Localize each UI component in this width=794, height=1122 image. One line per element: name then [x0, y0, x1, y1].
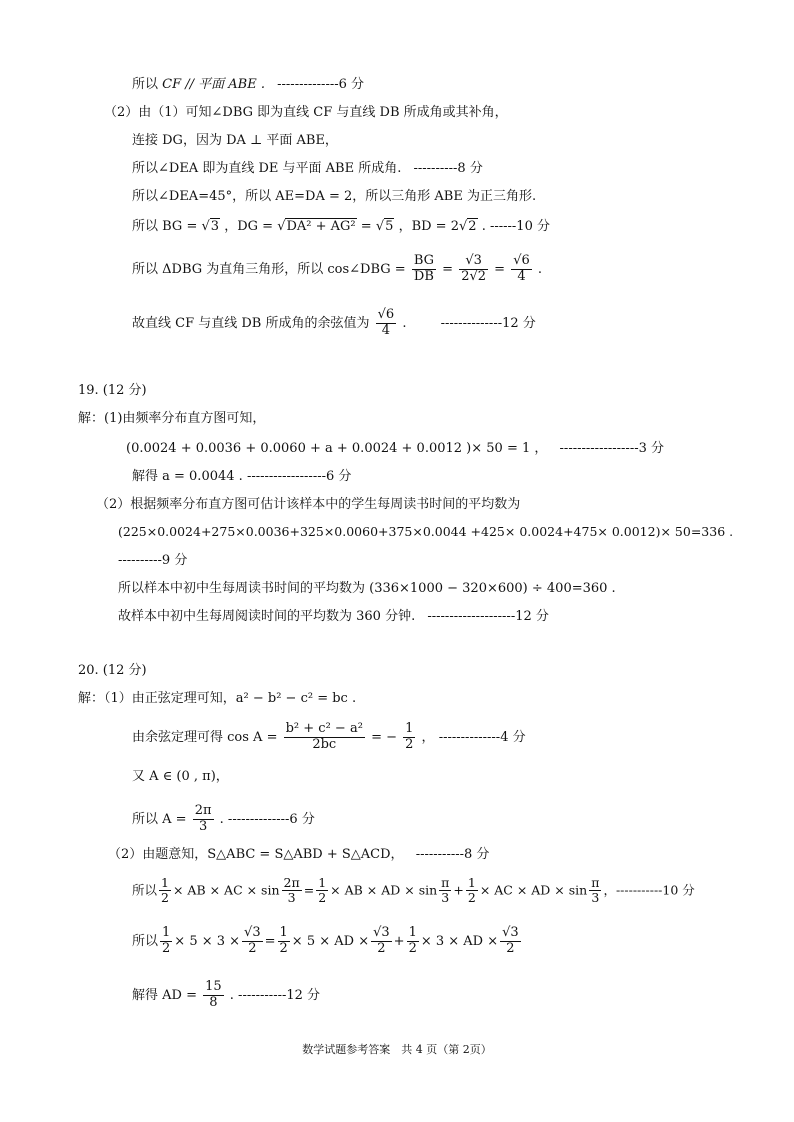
q18-line-4: 所以∠DEA 即为直线 DE 与平面 ABE 所成角. ----------8 分 [132, 161, 483, 176]
fraction: $\frac{1}{2}$ [408, 925, 417, 956]
q19-title: 19. (12 分) [78, 383, 147, 398]
q20-line-8: 解得 AD = $\frac{15}{8}$ . -----------12 分 [132, 979, 321, 1010]
score-marker: ，-----------10 分 [603, 882, 695, 898]
score-marker: --------------6 分 [277, 77, 365, 92]
fraction: $\frac{\pi}{3}$ [441, 875, 450, 906]
score-marker: --------------------12 分 [427, 609, 549, 624]
score-marker: ----------8 分 [413, 161, 483, 176]
fraction: $\frac{1}{2}$ [467, 875, 476, 906]
fraction: $\frac{√3}{2}$ [373, 925, 390, 956]
score-marker: . ------10 分 [481, 219, 550, 234]
fraction: $\frac{\pi}{3}$ [591, 875, 600, 906]
fraction: $\frac{√6}{4}$ [513, 253, 530, 284]
fraction: $\frac{1}{2}$ [161, 875, 169, 906]
q20-line-2: 由余弦定理可得 cos A = $\frac{\text{b² + c² − a²}}{2bc}$ = − $\frac{1}{2}$ ， --------------4 分 [132, 721, 526, 752]
fraction: $\frac{2\pi}{3}$ [194, 803, 212, 834]
q19-line-3: 解得 a = 0.0044 . ------------------6 分 [132, 469, 352, 484]
fraction: $\frac{√6}{4}$ [377, 307, 395, 338]
score-marker: ----------9 分 [118, 553, 188, 568]
score-marker: --------------12 分 [440, 315, 536, 331]
score-marker: -----------8 分 [415, 847, 490, 862]
q18-line-8: 故直线 CF 与直线 DB 所成角的余弦值为 $\frac{√6}{4}$ . --------------12 分 [132, 307, 536, 338]
q20-line-5: （2）由题意知，S△ABC = S△ABD + S△ACD， -----------8 分 [108, 847, 490, 862]
q20-line-1: 解：（1）由正弦定理可知，a² − b² − c² = bc . [78, 691, 357, 706]
q19-line-7: 所以样本中初中生每周读书时间的平均数为 (336×1000 − 320×600) ÷ 400=360 . [118, 581, 616, 596]
q18-line-6: 所以 BG = √3 ，DG = √DA² + AG² = √5 ，BD = 2√2 . ------10 分 [132, 219, 550, 234]
q18-line-7: 所以 ΔDBG 为直角三角形，所以 cos∠DBG = $\frac{BG}{DB}$ = $\frac{√3}{2√2}$ = $\frac{√6}{4}$ . [132, 253, 543, 284]
fraction: $\frac{√3}{2√2}$ [461, 253, 487, 284]
score-marker: ------------------6 分 [246, 469, 352, 484]
q20-line-3: 又 A ∈ (0 , π)， [132, 769, 229, 784]
fraction: $\frac{15}{8}$ [205, 979, 222, 1010]
score-marker: --------------4 分 [438, 729, 526, 745]
q18-line-2: （2）由（1）可知∠DBG 即为直线 CF 与直线 DB 所成角或其补角， [104, 105, 508, 120]
fraction: $\frac{1}{2}$ [162, 925, 171, 956]
q20-line-4: 所以 A = $\frac{2\pi}{3}$ . --------------6 分 [132, 803, 315, 834]
fraction: $\frac{√3}{2}$ [244, 925, 261, 956]
fraction: $\frac{1}{2}$ [318, 875, 327, 906]
fraction: $\frac{BG}{DB}$ [413, 253, 435, 284]
q20-title: 20. (12 分) [78, 663, 147, 678]
q20-line-6: 所以 $\frac{1}{2}$ × AB × AC × sin $\frac{2\pi}{3}$ = $\frac{1}{2}$ × AB × AD × sin $\frac{\pi}{3}$ + $\frac{1}{2}$ × AC × AD × sin $\frac{\pi}{3}$ ，-----------10 分 [132, 875, 695, 906]
fraction: $\frac{2\pi}{3}$ [283, 875, 300, 906]
score-marker: . -----------12 分 [229, 987, 321, 1003]
score-marker: . --------------6 分 [219, 811, 315, 827]
q19-line-8: 故样本中初中生每周阅读时间的平均数为 360 分钟. --------------------12 分 [118, 609, 549, 624]
fraction: $\frac{1}{2}$ [279, 925, 288, 956]
page-footer: 数学试题参考答案 共 4 页（第 2页） [302, 1043, 492, 1056]
q19-line-2: (0.0024 + 0.0036 + 0.0060 + a + 0.0024 + 0.0012 )× 50 = 1 ， ------------------3 分 [126, 441, 665, 456]
q19-line-1: 解：(1)由频率分布直方图可知， [78, 411, 266, 426]
fraction: $\frac{√3}{2}$ [502, 925, 519, 956]
score-marker: ------------------3 分 [559, 441, 665, 456]
q20-line-7: 所以 $\frac{1}{2}$ × 5 × 3 × $\frac{√3}{2}$ = $\frac{1}{2}$ × 5 × AD × $\frac{√3}{2}$ + $\frac{1}{2}$ × 3 × AD × $\frac{√3}{2}$ [132, 925, 519, 956]
fraction: $\frac{\text{b² + c² − a²}}{2bc}$ [285, 721, 363, 752]
q19-line-4: （2）根据频率分布直方图可估计该样本中的学生每周读书时间的平均数为 [96, 497, 521, 512]
q19-line-5: (225×0.0024+275×0.0036+325×0.0060+375×0.0044 +425× 0.0024+475× 0.0012)× 50=336 . [118, 524, 734, 539]
fraction: $\frac{1}{2}$ [405, 721, 414, 752]
q18-line-3: 连接 DG，因为 DA ⊥ 平面 ABE， [132, 133, 338, 148]
q18-line-1: 所以 CF // 平面 ABE . --------------6 分 [132, 77, 365, 92]
q18-line-5: 所以∠DEA=45°，所以 AE=DA = 2，所以三角形 ABE 为正三角形. [132, 189, 537, 204]
